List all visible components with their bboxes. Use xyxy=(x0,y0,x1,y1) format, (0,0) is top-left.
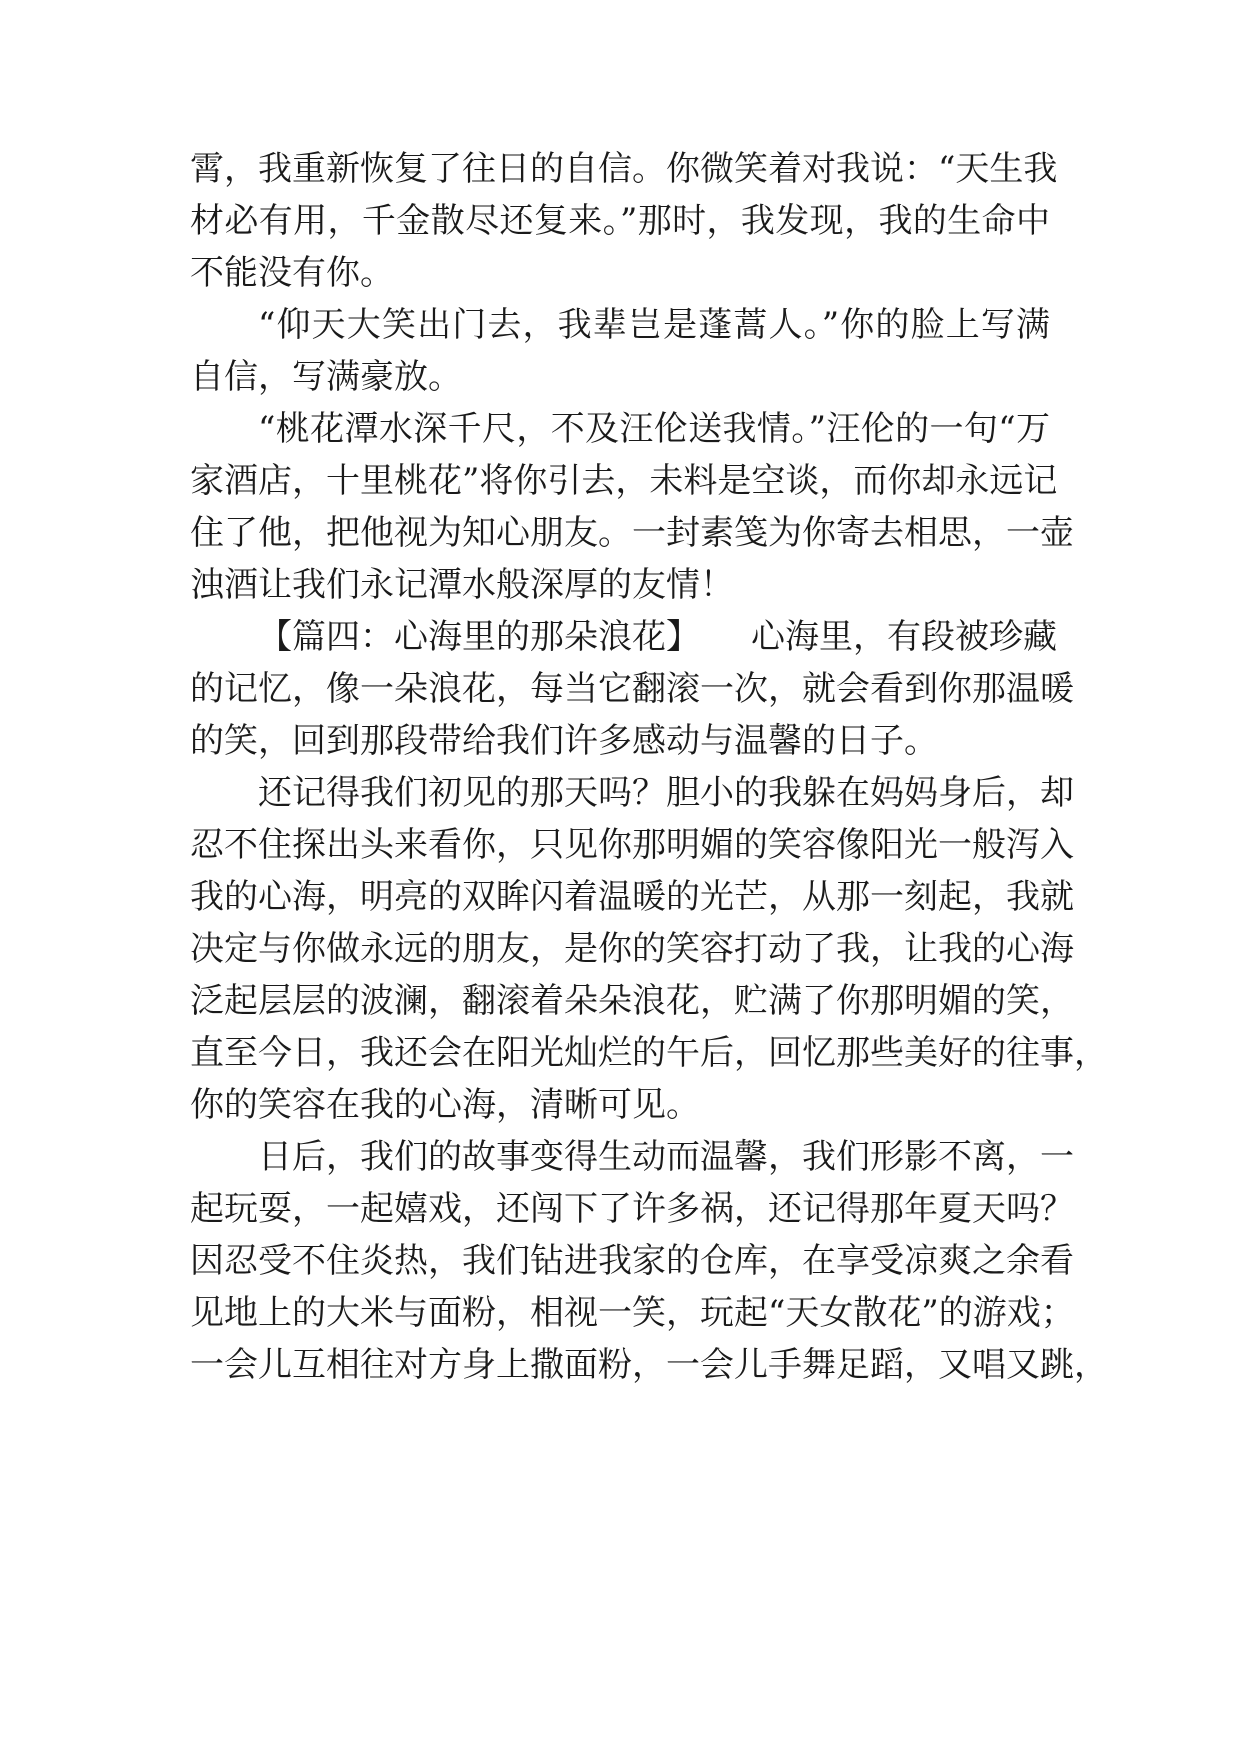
text-line: 直至今日，我还会在阳光灿烂的午后，回忆那些美好的往事， xyxy=(190,1033,1108,1073)
text-line: 决定与你做永远的朋友，是你的笑容打动了我，让我的心海 xyxy=(190,929,1074,969)
text-line: 自信，写满豪放。 xyxy=(190,357,462,397)
text-line: 浊酒让我们永记潭水般深厚的友情！ xyxy=(190,565,734,605)
text-line: 你的笑容在我的心海，清晰可见。 xyxy=(190,1085,700,1125)
text-line: 的记忆，像一朵浪花，每当它翻滚一次，就会看到你那温暖 xyxy=(190,669,1074,709)
text-line: 因忍受不住炎热，我们钻进我家的仓库，在享受凉爽之余看 xyxy=(190,1241,1074,1281)
text-line: 的笑，回到那段带给我们许多感动与温馨的日子。 xyxy=(190,721,938,761)
section-heading-line: 【篇四：心海里的那朵浪花】 心海里，有段被珍藏 xyxy=(258,617,1057,657)
text-line: 日后，我们的故事变得生动而温馨，我们形影不离，一 xyxy=(258,1137,1074,1177)
text-line: 一会儿互相往对方身上撒面粉，一会儿手舞足蹈，又唱又跳， xyxy=(190,1345,1108,1385)
text-line: 忍不住探出头来看你，只见你那明媚的笑容像阳光一般泻入 xyxy=(190,825,1074,865)
text-line: 我的心海，明亮的双眸闪着温暖的光芒，从那一刻起，我就 xyxy=(190,877,1074,917)
text-line: 霄，我重新恢复了往日的自信。你微笑着对我说：“天生我 xyxy=(190,149,1058,189)
text-line: “仰天大笑出门去，我辈岂是蓬蒿人。”你的脸上写满 xyxy=(258,305,1050,345)
text-line: 材必有用，千金散尽还复来。”那时，我发现，我的生命中 xyxy=(190,201,1050,241)
text-line: “桃花潭水深千尺，不及汪伦送我情。”汪伦的一句“万 xyxy=(258,409,1050,449)
text-line: 不能没有你。 xyxy=(190,253,394,293)
text-line: 泛起层层的波澜，翻滚着朵朵浪花，贮满了你那明媚的笑， xyxy=(190,981,1074,1021)
text-line: 住了他，把他视为知心朋友。一封素笺为你寄去相思，一壶 xyxy=(190,513,1074,553)
text-line: 见地上的大米与面粉，相视一笑，玩起“天女散花”的游戏； xyxy=(190,1293,1075,1333)
text-line: 还记得我们初见的那天吗？胆小的我躲在妈妈身后，却 xyxy=(258,773,1074,813)
text-line: 起玩耍，一起嬉戏，还闯下了许多祸，还记得那年夏天吗？ xyxy=(190,1189,1074,1229)
text-line: 家酒店，十里桃花”将你引去，未料是空谈，而你却永远记 xyxy=(190,461,1058,501)
